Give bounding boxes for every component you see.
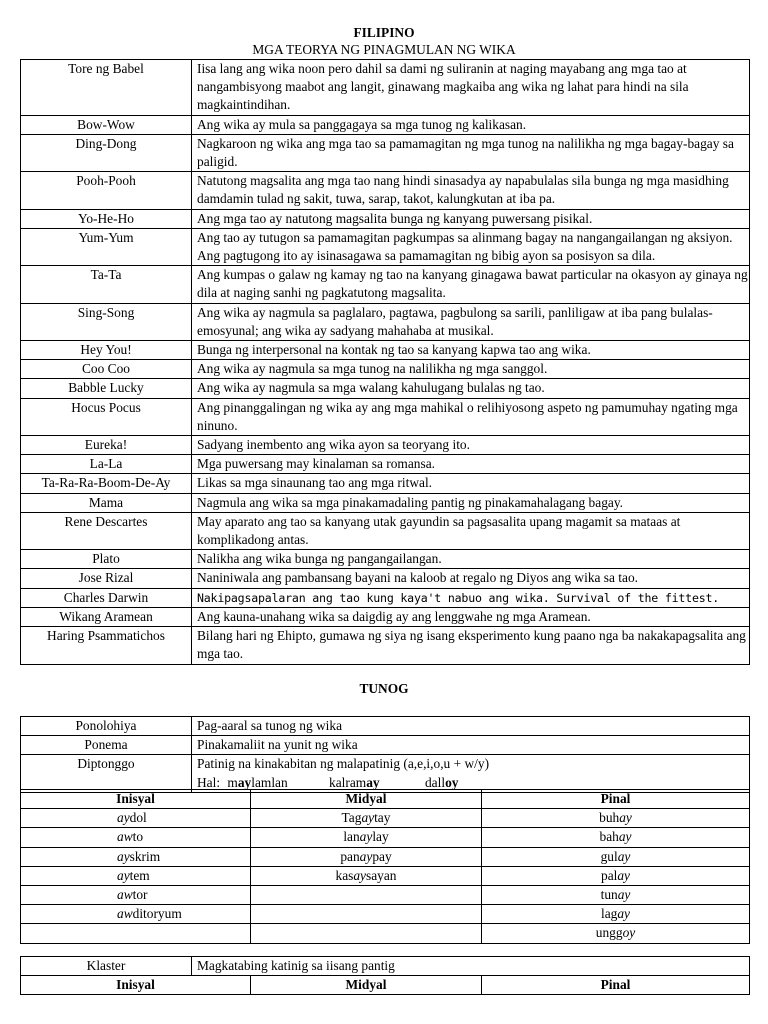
theory-description: Natutong magsalita ang mga tao nang hindi sinasadya ay napabulalas sila bunga ng mga masidhing damdamin tulad ng sakit, tuwa, sarap, takot, kalungkutan at iba pa. [192, 172, 750, 209]
klaster-table [20, 956, 750, 976]
theory-description: Ang tao ay tutugon sa pamamagitan pagkumpas sa alinmang bagay na nangangailangan ng aksiyon. Ang pagtugong ito ay isinasagawa sa pamamagitan ng bibig ayon sa posisyon sa dila. [192, 228, 750, 265]
example-word: maylamlan [227, 774, 288, 790]
definition-row-ponolohiya [21, 717, 750, 736]
theory-name: Rene Descartes [21, 512, 192, 549]
column-header-row [21, 976, 750, 995]
theory-row [21, 209, 750, 228]
diptonggo-example-row [21, 828, 750, 847]
klaster-position-table [20, 975, 750, 995]
theory-row [21, 569, 750, 588]
theory-name: Wikang Aramean [21, 607, 192, 626]
theory-row [21, 512, 750, 549]
definition-cell [192, 755, 750, 792]
column-header: Inisyal [21, 976, 251, 995]
theory-row [21, 455, 750, 474]
definition-row-diptonggo [21, 755, 750, 792]
theory-row [21, 341, 750, 360]
definition-cell: Pinakamaliit na yunit ng wika [192, 736, 750, 755]
midyal-cell [251, 924, 482, 943]
tunog-definitions-table [20, 716, 750, 793]
column-header: Midyal [251, 976, 482, 995]
tunog-heading: TUNOG [359, 681, 409, 696]
term-cell: Ponolohiya [21, 717, 192, 736]
theory-description: Nagmula ang wika sa mga pinakamadaling pantig ng pinakamahalagang bagay. [192, 493, 750, 512]
example-label: Hal: [197, 774, 221, 790]
theory-description: Likas sa mga sinaunang tao ang mga ritwal. [192, 474, 750, 493]
pinal-cell: unggoy [482, 924, 750, 943]
theory-name: Yum-Yum [21, 228, 192, 265]
theory-name: Tore ng Babel [21, 60, 192, 116]
theory-name: Bow-Wow [21, 115, 192, 134]
theory-description: Ang kauna-unahang wika sa daigdig ay ang lenggwahe ng mga Aramean. [192, 607, 750, 626]
inisyal-cell: aytem [21, 866, 251, 885]
term-cell: Ponema [21, 736, 192, 755]
theory-name: Jose Rizal [21, 569, 192, 588]
theory-name: Ding-Dong [21, 134, 192, 171]
column-header: Midyal [251, 790, 482, 809]
example-word: kalramay [329, 774, 380, 790]
diptonggo-definition: Patinig na kinakabitan ng malapatinig (a,e,i,o,u + w/y) [197, 756, 490, 772]
inisyal-cell: ayskrim [21, 847, 251, 866]
theory-row [21, 228, 750, 265]
subject-title: FILIPINO [353, 25, 415, 40]
theory-description: Nakipagsapalaran ang tao kung kaya't nabuo ang wika. Survival of the fittest. [192, 588, 750, 607]
diptonggo-example-row [21, 905, 750, 924]
midyal-cell [251, 905, 482, 924]
pinal-cell: tunay [482, 886, 750, 905]
theory-description: Bunga ng interpersonal na kontak ng tao sa kanyang kapwa tao ang wika. [192, 341, 750, 360]
theory-name: Coo Coo [21, 360, 192, 379]
theory-description: May aparato ang tao sa kanyang utak gayundin sa pagsasalita upang magamit sa mataas at komplikadong antas. [192, 512, 750, 549]
theory-name: Hey You! [21, 341, 192, 360]
term-cell: Diptonggo [21, 755, 192, 792]
theory-description: Nagkaroon ng wika ang mga tao sa pamamagitan ng mga tunog na nalilikha ng mga bagay-bagay sa paligid. [192, 134, 750, 171]
inisyal-cell: aydol [21, 809, 251, 828]
theory-description: Sadyang inembento ang wika ayon sa teoryang ito. [192, 436, 750, 455]
column-header-row [21, 790, 750, 809]
theory-name: Charles Darwin [21, 588, 192, 607]
diptonggo-example-row [21, 924, 750, 943]
theory-name: Pooh-Pooh [21, 172, 192, 209]
theory-row [21, 60, 750, 116]
theory-name: Sing-Song [21, 303, 192, 340]
theory-row [21, 172, 750, 209]
theory-row [21, 115, 750, 134]
diptonggo-position-table [20, 789, 750, 944]
theory-name: Ta-Ra-Ra-Boom-De-Ay [21, 474, 192, 493]
theory-row [21, 588, 750, 607]
theory-description: Mga puwersang may kinalaman sa romansa. [192, 455, 750, 474]
theory-description: Naniniwala ang pambansang bayani na kaloob at regalo ng Diyos ang wika sa tao. [192, 569, 750, 588]
theory-row [21, 398, 750, 435]
theory-row [21, 627, 750, 664]
theory-description: Ang wika ay nagmula sa paglalaro, pagtawa, pagbulong sa sarili, panliligaw at iba pang bulalas-emosyunal; ang wika ay sadyang mahahaba at musikal. [192, 303, 750, 340]
theory-row [21, 607, 750, 626]
pinal-cell: buhay [482, 809, 750, 828]
theory-name: Plato [21, 550, 192, 569]
pinal-cell: lagay [482, 905, 750, 924]
pinal-cell: bahay [482, 828, 750, 847]
column-header: Inisyal [21, 790, 251, 809]
theory-description: Iisa lang ang wika noon pero dahil sa dami ng suliranin at naging mayabang ang mga tao at nangambisyong maabot ang langit, ginawang magkaiba ang wika ng lahat para hindi na sila magkaintindihan. [192, 60, 750, 116]
definition-cell: Pag-aaral sa tunog ng wika [192, 717, 750, 736]
midyal-cell: lanaylay [251, 828, 482, 847]
theory-row [21, 360, 750, 379]
midyal-cell: kasaysayan [251, 866, 482, 885]
theory-name: Eureka! [21, 436, 192, 455]
theory-description: Nalikha ang wika bunga ng pangangailangan. [192, 550, 750, 569]
theory-description: Bilang hari ng Ehipto, gumawa ng siya ng isang eksperimento kung paano nga ba nakakapagsalita ang mga tao. [192, 627, 750, 664]
inisyal-cell: awto [21, 828, 251, 847]
theory-row [21, 474, 750, 493]
diptonggo-example-row [21, 809, 750, 828]
theory-description: Ang mga tao ay natutong magsalita bunga ng kanyang puwersang pisikal. [192, 209, 750, 228]
definition-row-ponema [21, 736, 750, 755]
pinal-cell: gulay [482, 847, 750, 866]
inisyal-cell [21, 924, 251, 943]
theory-description: Ang wika ay nagmula sa mga tunog na nalilikha ng mga sanggol. [192, 360, 750, 379]
column-header: Pinal [482, 976, 750, 995]
pinal-cell: palay [482, 866, 750, 885]
diptonggo-example-row [21, 847, 750, 866]
theory-description: Ang wika ay mula sa panggagaya sa mga tunog ng kalikasan. [192, 115, 750, 134]
definition-row-klaster [21, 957, 750, 976]
theory-name: Haring Psammatichos [21, 627, 192, 664]
theory-row [21, 379, 750, 398]
theory-name: Babble Lucky [21, 379, 192, 398]
diptonggo-example-row [21, 886, 750, 905]
theory-name: Yo-He-Ho [21, 209, 192, 228]
theory-row [21, 303, 750, 340]
theory-row [21, 493, 750, 512]
term-cell: Klaster [21, 957, 192, 976]
theory-name: Hocus Pocus [21, 398, 192, 435]
theory-row [21, 266, 750, 303]
definition-cell: Magkatabing katinig sa iisang pantig [192, 957, 750, 976]
theory-description: Ang wika ay nagmula sa mga walang kahulugang bulalas ng tao. [192, 379, 750, 398]
midyal-cell [251, 886, 482, 905]
theory-row [21, 550, 750, 569]
page-title: MGA TEORYA NG PINAGMULAN NG WIKA [252, 42, 516, 57]
theory-row [21, 134, 750, 171]
example-word: dalloy [424, 774, 459, 790]
column-header: Pinal [482, 790, 750, 809]
theories-table [20, 59, 750, 665]
theory-description: Ang pinanggalingan ng wika ay ang mga mahikal o relihiyosong aspeto ng pamumuhay ngating mga ninuno. [192, 398, 750, 435]
theory-name: Ta-Ta [21, 266, 192, 303]
inisyal-cell: awditoryum [21, 905, 251, 924]
midyal-cell: panaypay [251, 847, 482, 866]
theory-description: Ang kumpas o galaw ng kamay ng tao na kanyang ginagawa bawat particular na okasyon ay ginaya ng dila at naging sanhi ng pagkatutong magsalita. [192, 266, 750, 303]
theory-row [21, 436, 750, 455]
theory-name: Mama [21, 493, 192, 512]
midyal-cell: Tagaytay [251, 809, 482, 828]
theory-name: La-La [21, 455, 192, 474]
diptonggo-example-row [21, 866, 750, 885]
inisyal-cell: awtor [21, 886, 251, 905]
